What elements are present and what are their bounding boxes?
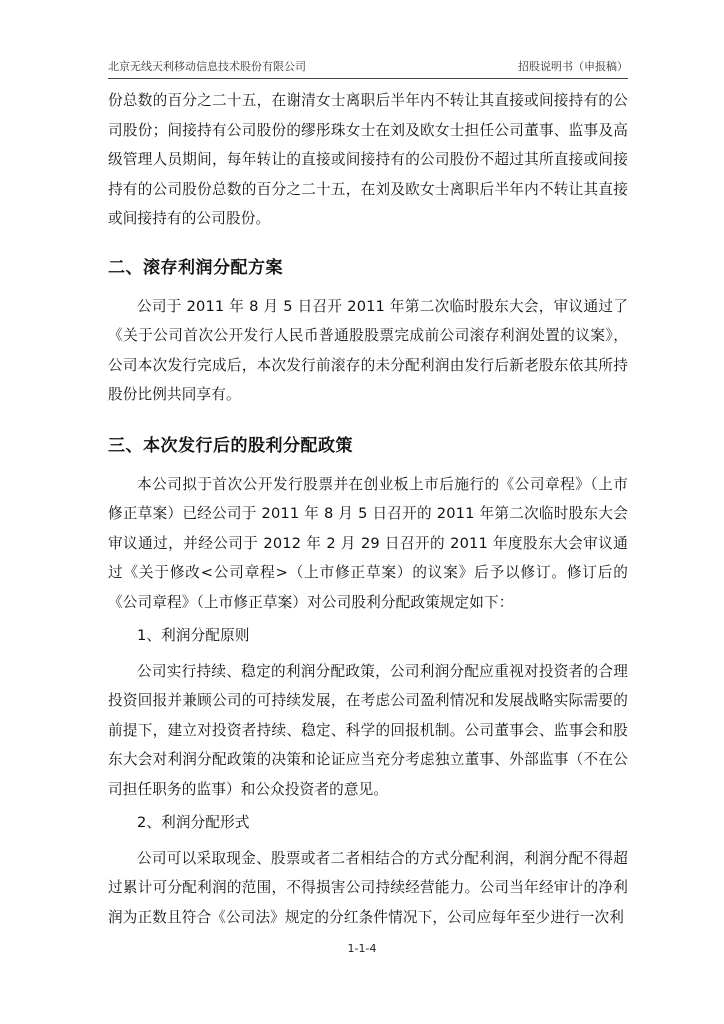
paragraph-distribution-principle: 公司实行持续、稳定的利润分配政策，公司利润分配应重视对投资者的合理投资回报并兼顾公司的可持续发展，在考虑公司盈利情况和发展战略实际需要的前提下，建立对投资者持续、稳定、科学的回报机制。公司董事会、监事会和股东大会对利润分配政策的决策和论证应当充分考虑独立董事、外部监事（不在公司担任职务的监事）和公众投资者的意见。 <box>108 662 628 798</box>
page-header <box>108 58 628 76</box>
paragraph-retained-profit-plan: 公司于 2011 年 8 月 5 日召开 2011 年第二次临时股东大会，审议通过了《关于公司首次公开发行人民币普通股股票完成前公司滚存利润处置的议案》，公司本次发行完成后，本次发行前滚存的未分配利润由发行后新老股东依其所持股份比例共同享有。 <box>108 297 628 403</box>
paragraph-dividend-policy-intro: 本公司拟于首次公开发行股票并在创业板上市后施行的《公司章程》（上市修正草案）已经公司于 2011 年 8 月 5 日召开的 2011 年第二次临时股东大会审议通过，并经公司于 2012 年 2 月 29 日召开的 2011 年度股东大会审议通过《关于修改<公司章程>（上市修正草案）的议案》后予以修订。修订后的《公司章程》（上市修正草案）对公司股利分配政策规定如下： <box>108 475 628 611</box>
body-content <box>108 86 628 932</box>
section-heading-dividend-policy: 三、本次发行后的股利分配政策 <box>108 435 353 456</box>
subheading-distribution-form: 2、利润分配形式 <box>137 814 250 831</box>
paragraph-share-transfer-continued: 份总数的百分之二十五，在谢清女士离职后半年内不转让其直接或间接持有的公司股份；间接持有公司股份的缪彤珠女士在刘及欧女士担任公司董事、监事及高级管理人员期间，每年转让的直接或间接持有的公司股份不超过其所直接或间接持有的公司股份总数的百分之二十五，在刘及欧女士离职后半年内不转让其直接或间接持有的公司股份。 <box>108 92 628 227</box>
subheading-distribution-principle: 1、利润分配原则 <box>137 627 250 644</box>
section-heading-retained-profit: 二、滚存利润分配方案 <box>108 257 283 278</box>
header-document-type: 招股说明书（申报稿） <box>518 60 628 73</box>
header-company-name: 北京无线天利移动信息技术股份有限公司 <box>108 60 306 73</box>
page-number: 1-1-4 <box>347 942 377 955</box>
header-divider <box>108 78 628 79</box>
paragraph-distribution-form: 公司可以采取现金、股票或者二者相结合的方式分配利润，利润分配不得超过累计可分配利润的范围，不得损害公司持续经营能力。公司当年经审计的净利润为正数且符合《公司法》规定的分红条件情况下，公司应每年至少进行一次利 <box>108 849 628 926</box>
